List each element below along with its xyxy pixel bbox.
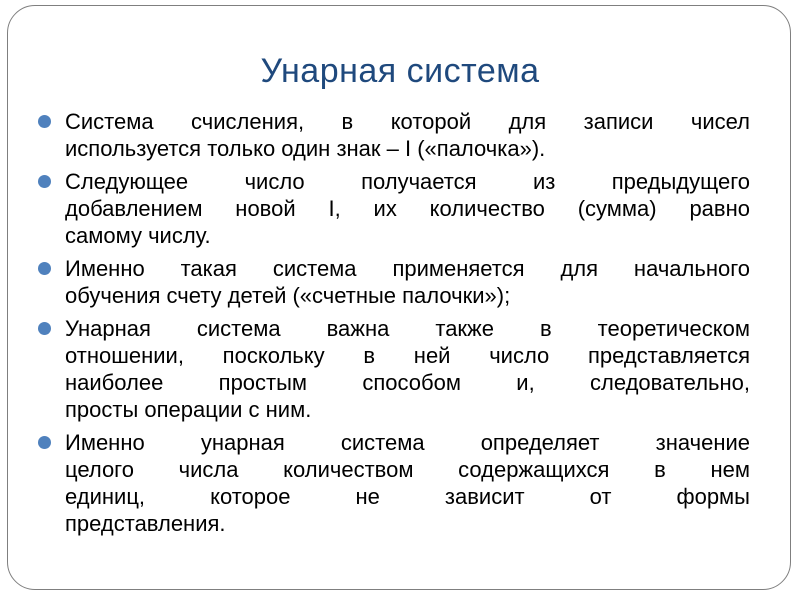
bullet-text-line: представления. [65, 511, 226, 536]
bullet-list [38, 108, 750, 543]
bullet-item [38, 429, 750, 537]
slide-title: Унарная система [260, 52, 540, 90]
bullet-text-line: отношении, поскольку в ней число представляется [65, 343, 750, 368]
bullet-icon [38, 175, 51, 188]
bullet-text-line: Унарная система важна также в теоретическом [65, 316, 750, 341]
bullet-text-line: Именно унарная система определяет значение [65, 430, 750, 455]
bullet-text-line: Система счисления, в которой для записи чисел [65, 109, 750, 134]
bullet-text-line: просты операции с ним. [65, 397, 312, 422]
bullet-text-line: добавлением новой I, их количество (сумма) равно [65, 196, 750, 221]
bullet-text [65, 429, 750, 537]
bullet-icon [38, 262, 51, 275]
bullet-text-line: обучения счету детей («счетные палочки»); [65, 283, 511, 308]
bullet-text-line: самому числу. [65, 223, 211, 248]
bullet-text [65, 255, 750, 309]
bullet-text-line: используется только один знак – I («палочка»). [65, 136, 546, 161]
bullet-text [65, 168, 750, 249]
bullet-text-line: наиболее простым способом и, следовательно, [65, 370, 750, 395]
bullet-text [65, 108, 750, 162]
bullet-item [38, 315, 750, 423]
bullet-text-line: Следующее число получается из предыдущего [65, 169, 750, 194]
bullet-item [38, 108, 750, 162]
bullet-icon [38, 115, 51, 128]
bullet-text-line: Именно такая система применяется для начального [65, 256, 750, 281]
bullet-item [38, 255, 750, 309]
bullet-icon [38, 436, 51, 449]
bullet-text-line: целого числа количеством содержащихся в нем [65, 457, 750, 482]
bullet-text-line: единиц, которое не зависит от формы [65, 484, 750, 509]
bullet-item [38, 168, 750, 249]
bullet-text [65, 315, 750, 423]
bullet-icon [38, 322, 51, 335]
